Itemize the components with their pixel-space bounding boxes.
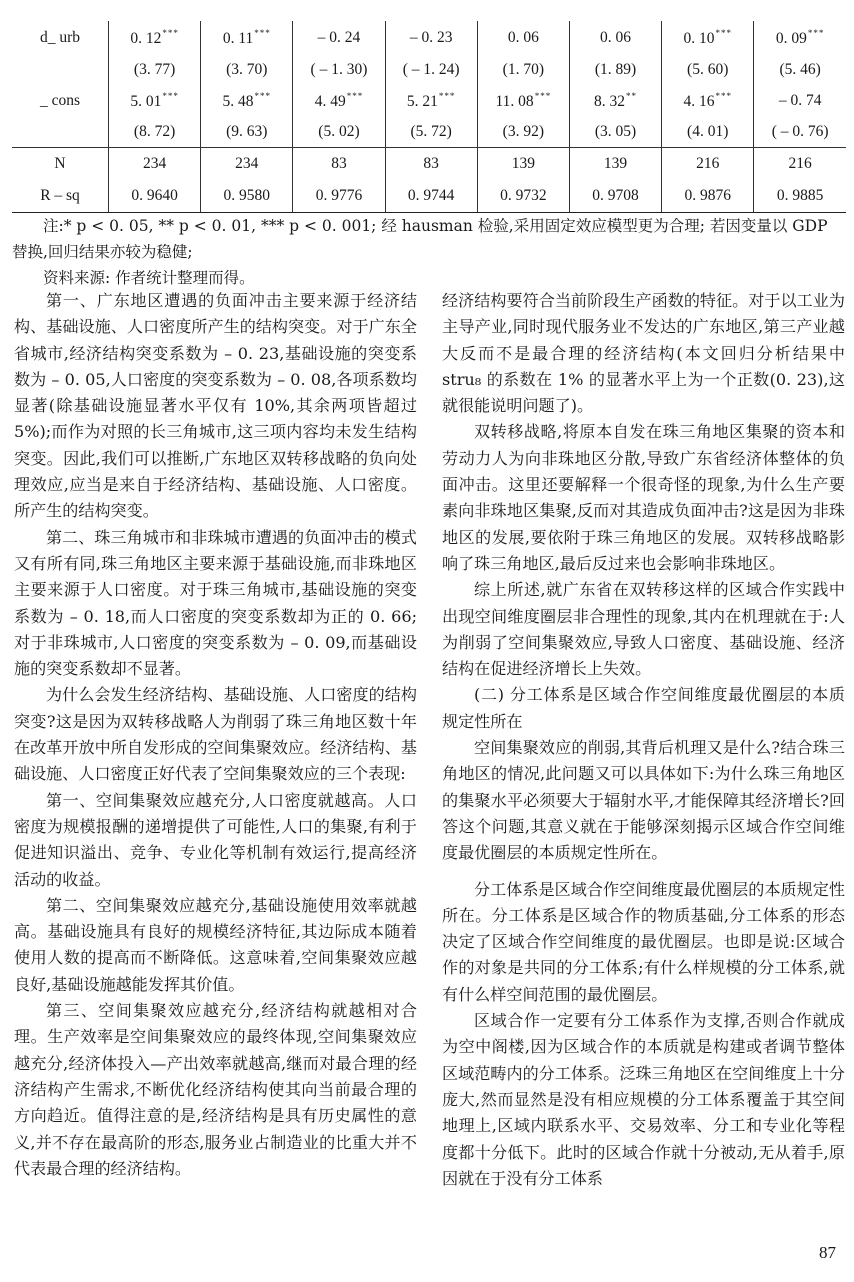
table-cell xyxy=(109,148,201,181)
cell-value: 83 xyxy=(423,155,439,172)
cell-value: 216 xyxy=(788,155,812,172)
paragraph: 双转移战略,将原本自发在珠三角地区集聚的资本和劳动力人为向非珠地区分散,导致广东省经济体整体的负面冲击。这里还要解释一个很奇怪的现象,为什么生产要素向非珠地区集聚,反而对其造成负面冲击?这是因为非珠地区的发展,要依附于珠三角地区的发展。双转移战略影响了珠三角地区,最后反过来也会影响非珠地区。 xyxy=(442,422,845,573)
significance-stars: *** xyxy=(162,27,179,38)
table-cell xyxy=(662,180,754,213)
significance-stars: *** xyxy=(346,90,364,101)
cell-value: 139 xyxy=(511,155,535,172)
table-cell xyxy=(569,148,661,181)
row-label: _ cons xyxy=(39,91,81,109)
table-cell xyxy=(201,148,293,181)
table-cell xyxy=(477,21,569,54)
table-cell xyxy=(569,180,661,213)
table-cell xyxy=(662,85,754,116)
table-cell xyxy=(293,180,385,213)
table-row xyxy=(12,180,846,213)
cell-value: 0. 06 xyxy=(600,28,632,46)
cell-value: (3. 05) xyxy=(594,122,637,140)
significance-stars: ** xyxy=(626,90,638,101)
table-cell xyxy=(662,54,754,85)
paragraph: 第三、空间集聚效应越充分,经济结构就越相对合理。生产效率是空间集聚效应的最终体现,空间集聚效应越充分,经济体投入—产出效率就越高,继而对最合理的经济结构产生需求,不断优化经济结构使其向当前最合理的方向趋近。值得注意的是,经济结构是具有历史属性的意义,并不存在最高阶的形态,服务业占制造业的比重大并不代表最合理的经济结构。 xyxy=(14,1001,417,1178)
paragraph: 第二、空间集聚效应越充分,基础设施使用效率就越高。基础设施具有良好的规模经济特征,其边际成本随着使用人数的提高而不断降低。这意味着,空间集聚效应越良好,基础设施越能发挥其价值。 xyxy=(14,895,417,994)
significance-stars: *** xyxy=(715,27,732,38)
table-cell xyxy=(662,148,754,181)
table-cell xyxy=(293,116,385,148)
cell-value: ( – 0. 76) xyxy=(771,122,829,140)
table-cell xyxy=(109,116,201,148)
table-cell xyxy=(293,85,385,116)
row-label: N xyxy=(54,155,66,172)
cell-value: (5. 72) xyxy=(410,122,452,140)
table-cell xyxy=(385,148,477,181)
paragraph: 第二、珠三角城市和非珠城市遭遇的负面冲击的模式又有所有同,珠三角地区主要来源于基础设施,而非珠地区主要来源于人口密度。对于珠三角城市,基础设施的突变系数为 – 0. 18,而人口密度的突变系数却为正的 0. 66;对于非珠城市,人口密度的突变系数为 – 0. 09,而基础设施的突变系数却不显著。 xyxy=(14,527,417,679)
cell-value: 0. 11 xyxy=(222,29,254,47)
cell-value: 0. 9732 xyxy=(500,187,547,204)
data-source-note: 资料来源: 作者统计整理而得。 xyxy=(43,269,255,287)
row-label xyxy=(12,54,109,85)
significance-stars: *** xyxy=(254,90,272,101)
regression-table xyxy=(12,21,846,213)
table-cell xyxy=(293,21,385,54)
table-cell xyxy=(754,116,846,148)
cell-value: 0. 9885 xyxy=(776,187,824,204)
cell-value: (5. 02) xyxy=(318,122,360,140)
table-cell xyxy=(662,21,754,54)
cell-value: 0. 06 xyxy=(507,28,539,46)
cell-value: 8. 32 xyxy=(594,92,626,110)
table-cell xyxy=(201,85,293,116)
table-cell xyxy=(201,54,293,85)
cell-value: (5. 60) xyxy=(687,60,729,78)
cell-value: – 0. 24 xyxy=(317,28,361,46)
table-cell xyxy=(754,85,846,116)
table-cell xyxy=(385,21,477,54)
cell-value: 0. 9580 xyxy=(223,187,271,204)
cell-value: – 0. 74 xyxy=(778,91,822,109)
table-cell xyxy=(477,54,569,85)
table-cell xyxy=(754,148,846,181)
table-notes xyxy=(12,213,842,291)
table-cell xyxy=(569,21,661,54)
significance-stars: *** xyxy=(438,90,456,101)
left-text-column xyxy=(14,288,417,1182)
table-cell xyxy=(569,54,661,85)
row-label xyxy=(12,116,109,148)
right-text-column xyxy=(442,288,845,1192)
cell-value: (3. 77) xyxy=(133,60,176,78)
cell-value: ( – 1. 30) xyxy=(310,60,368,78)
cell-value: (8. 72) xyxy=(133,122,176,140)
table-cell xyxy=(293,54,385,85)
cell-value: (3. 70) xyxy=(226,60,268,78)
table-row xyxy=(12,148,846,181)
table-cell xyxy=(477,148,569,181)
significance-stars: *** xyxy=(807,27,825,38)
paragraph: 经济结构要符合当前阶段生产函数的特征。对于以工业为主导产业,同时现代服务业不发达的广东地区,第三产业越大反而不是最合理的经济结构(本文回归分析结果中 stru₈ 的系数在 1% 的显著水平上为一个正数(0. 23),这就很能说明问题了)。 xyxy=(442,291,845,416)
cell-value: (1. 89) xyxy=(594,60,637,78)
table-cell xyxy=(569,116,661,148)
paragraph: 分工体系是区域合作空间维度最优圈层的本质规定性所在。分工体系是区域合作的物质基础,分工体系的形态决定了区域合作空间维度的最优圈层。也即是说:区域合作的对象是共同的分工体系;有什么样规模的分工体系,就有什么样空间范围的最优圈层。 xyxy=(442,879,845,1004)
cell-value: (3. 92) xyxy=(502,122,544,140)
cell-value: (4. 01) xyxy=(687,122,729,140)
cell-value: 11. 08 xyxy=(495,92,534,110)
paragraph: 综上所述,就广东省在双转移这样的区域合作实践中出现空间维度圈层非合理性的现象,其内在机理就在于:人为削弱了空间集聚效应,导致人口密度、基础设施、经济结构在促进经济增长上失效。 xyxy=(442,580,845,679)
table-cell xyxy=(201,21,293,54)
table-cell xyxy=(754,21,846,54)
table-cell xyxy=(109,21,201,54)
table-cell xyxy=(477,116,569,148)
table-row xyxy=(12,21,846,54)
paragraph: 空间集聚效应的削弱,其背后机理又是什么?结合珠三角地区的情况,此问题又可以具体如下:为什么珠三角地区的集聚水平必须要大于辐射水平,才能保障其经济增长?回答这个问题,其意义就在于能够深刻揭示区域合作空间维度最优圈层的本质规定性所在。 xyxy=(442,738,845,863)
table-cell xyxy=(109,180,201,213)
table-cell xyxy=(201,116,293,148)
table-cell xyxy=(477,180,569,213)
cell-value: 0. 9708 xyxy=(592,187,639,204)
cell-value: 0. 12 xyxy=(130,29,162,47)
significance-stars: *** xyxy=(715,90,732,101)
table-cell xyxy=(754,54,846,85)
cell-value: 5. 01 xyxy=(130,92,162,110)
cell-value: 83 xyxy=(331,155,347,172)
significance-stars: *** xyxy=(162,90,179,101)
cell-value: 216 xyxy=(696,155,720,172)
table-cell xyxy=(109,85,201,116)
cell-value: 0. 9876 xyxy=(684,187,731,204)
cell-value: (1. 70) xyxy=(502,60,544,78)
significance-stars: *** xyxy=(534,90,552,101)
table-cell xyxy=(385,116,477,148)
table-cell xyxy=(569,85,661,116)
cell-value: 234 xyxy=(142,155,167,172)
table-cell xyxy=(201,180,293,213)
table-cell xyxy=(754,180,846,213)
table-cell xyxy=(477,85,569,116)
cell-value: 0. 10 xyxy=(683,29,715,47)
paragraph: 区域合作一定要有分工体系作为支撑,否则合作就成为空中阁楼,因为区域合作的本质就是构建或者调节整体区域范畴内的分工体系。泛珠三角地区在空间维度上十分庞大,然而显然是没有相应规模的分工体系覆盖于其空间地理上,区域内联系水平、交易效率、分工和专业化等程度都十分低下。此时的区域合作就十分被动,无从着手,原因就在于没有分工体系 xyxy=(442,1011,845,1188)
page-number: 87 xyxy=(819,1243,836,1262)
table-row xyxy=(12,116,846,148)
cell-value: 139 xyxy=(603,155,628,172)
row-label: R – sq xyxy=(12,180,109,213)
cell-value: 4. 16 xyxy=(683,92,715,110)
table-cell xyxy=(385,85,477,116)
table-cell xyxy=(385,54,477,85)
cell-value: 0. 9744 xyxy=(407,187,455,204)
table-footnote: 注:* p < 0. 05, ** p < 0. 01, *** p < 0. 001; 经 hausman 检验,采用固定效应模型更为合理; 若因变量以 GDP 替换,回归结果亦较为稳健; xyxy=(12,217,828,261)
cell-value: 234 xyxy=(235,155,259,172)
cell-value: (9. 63) xyxy=(226,122,268,140)
table-cell xyxy=(385,180,477,213)
cell-value: 0. 09 xyxy=(775,29,807,47)
cell-value: (5. 46) xyxy=(779,60,821,78)
paragraph: 第一、空间集聚效应越充分,人口密度就越高。人口密度为规模报酬的递增提供了可能性,人口的集聚,有利于促进知识溢出、竞争、专业化等机制有效运行,提高经济活动的收益。 xyxy=(14,790,417,889)
table-cell xyxy=(662,116,754,148)
cell-value: 4. 49 xyxy=(314,92,346,110)
cell-value: ( – 1. 24) xyxy=(402,60,460,78)
table-cell xyxy=(293,148,385,181)
row-label: d_ urb xyxy=(39,28,81,46)
cell-value: 5. 48 xyxy=(222,92,254,110)
paragraph: 为什么会发生经济结构、基础设施、人口密度的结构突变?这是因为双转移战略人为削弱了珠三角地区数十年在改革开放中所自发形成的空间集聚效应。经济结构、基础设施、人口密度正好代表了空间集聚效应的三个表现: xyxy=(14,685,417,784)
table-row xyxy=(12,85,846,116)
table-cell xyxy=(109,54,201,85)
paragraph: 第一、广东地区遭遇的负面冲击主要来源于经济结构、基础设施、人口密度所产生的结构突变。对于广东全省城市,经济结构突变系数为 – 0. 23,基础设施的突变系数为 – 0. 05,人口密度的突变系数为 – 0. 08,各项系数均显著(除基础设施显著水平仅有 10%,其余两项皆超过 5%);而作为对照的长三角城市,这三项内容均未发生结构突变。因此,我们可以推断,广东地区双转移战略的负向处理效应,应当是来自于经济结构、基础设施、人口密度。所产生的结构突变。 xyxy=(14,291,417,521)
cell-value: 0. 9640 xyxy=(131,187,178,204)
table-row xyxy=(12,54,846,85)
cell-value: 0. 9776 xyxy=(315,187,363,204)
cell-value: 5. 21 xyxy=(406,92,438,110)
significance-stars: *** xyxy=(254,27,271,38)
section-heading: (二) 分工体系是区域合作空间维度最优圈层的本质规定性所在 xyxy=(442,685,845,731)
cell-value: – 0. 23 xyxy=(409,28,453,46)
